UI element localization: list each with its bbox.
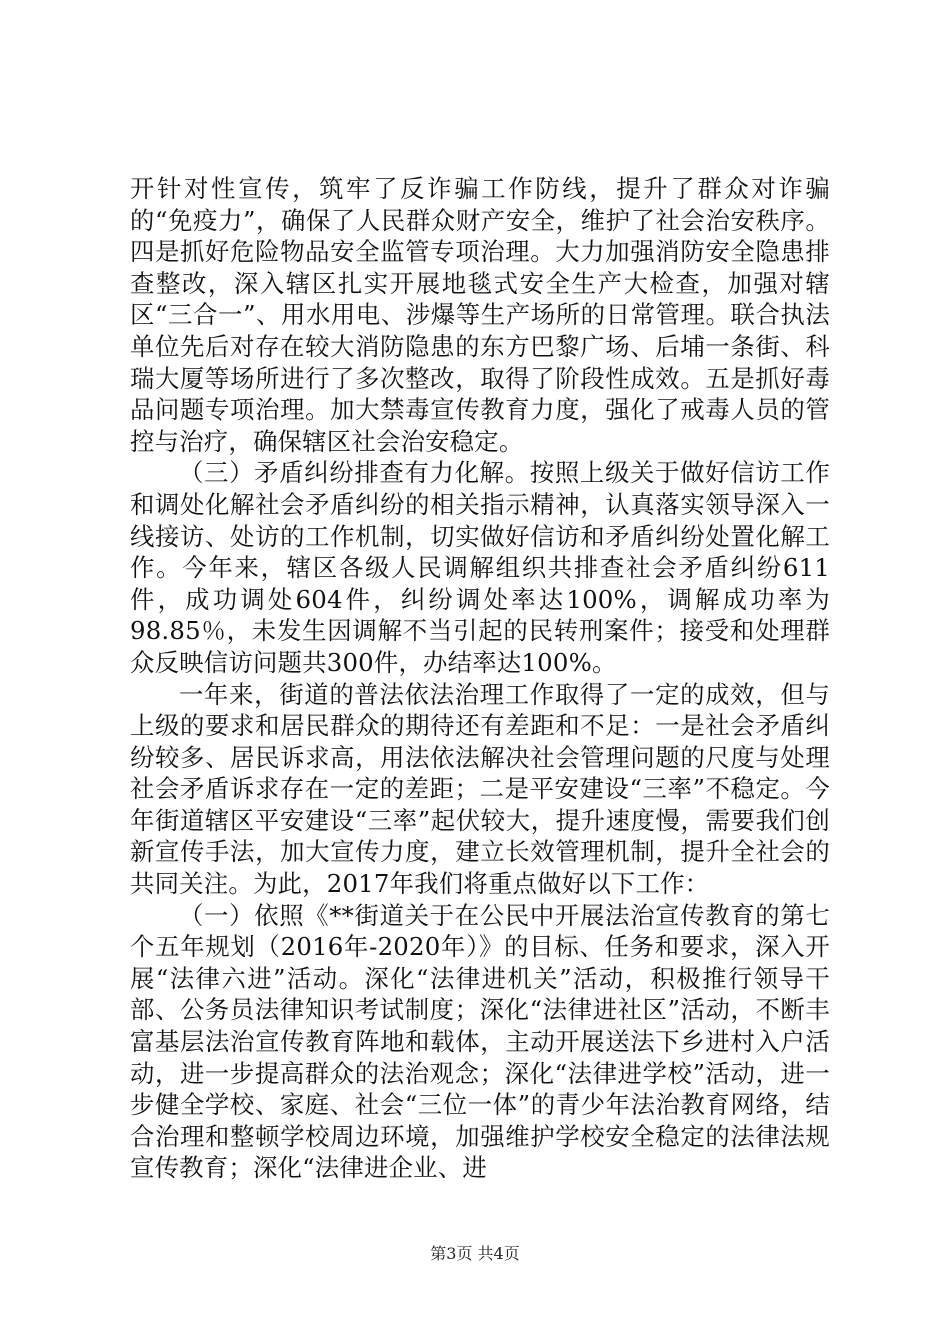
document-body bbox=[130, 173, 830, 1184]
paragraph-2: （三）矛盾纠纷排查有力化解。按照上级关于做好信访工作和调处化解社会矛盾纠纷的相关指示精神，认真落实领导深入一线接访、处访的工作机制，切实做好信访和矛盾纠纷处置化解工作。今年来，辖区各级人民调解组织共排查社会矛盾纠纷611件，成功调处604件，纠纷调处率达100%，调解成功率为98.85％，未发生因调解不当引起的民转刑案件；接受和处理群众反映信访问题共300件，办结率达100%。 bbox=[130, 458, 830, 677]
paragraph-3: 一年来，街道的普法依法治理工作取得了一定的成效，但与上级的要求和居民群众的期待还有差距和不足：一是社会矛盾纠纷较多、居民诉求高，用法依法解决社会管理问题的尺度与处理社会矛盾诉求存在一定的差距；二是平安建设“三率”不稳定。今年街道辖区平安建设“三率”起伏较大，提升速度慢，需要我们创新宣传手法，加大宣传力度，建立长效管理机制，提升全社会的共同关注。为此，2017年我们将重点做好以下工作： bbox=[130, 679, 830, 899]
page-number-footer: 第3页 共4页 bbox=[430, 1244, 520, 1263]
paragraph-4: （一）依照《**街道关于在公民中开展法治宣传教育的第七个五年规划（2016年-2020年）》的目标、任务和要求，深入开展“法律六进”活动。深化“法律进机关”活动，积极推行领导干部、公务员法律知识考试制度；深化“法律进社区”活动，不断丰富基层法治宣传教育阵地和载体，主动开展送法下乡进村入户活动，进一步提高群众的法治观念；深化“法律进学校”活动，进一步健全学校、家庭、社会“三位一体”的青少年法治教育网络，结合治理和整顿学校周边环境，加强维护学校安全稳定的法律法规宣传教育；深化“法律进企业、进 bbox=[130, 900, 830, 1183]
paragraph-1: 开针对性宣传，筑牢了反诈骗工作防线，提升了群众对诈骗的“免疫力”，确保了人民群众财产安全，维护了社会治安秩序。四是抓好危险物品安全监管专项治理。大力加强消防安全隐患排查整改，深入辖区扎实开展地毯式安全生产大检查，加强对辖区“三合一”、用水用电、涉爆等生产场所的日常管理。联合执法单位先后对存在较大消防隐患的东方巴黎广场、后埔一条街、科瑞大厦等场所进行了多次整改，取得了阶段性成效。五是抓好毒品问题专项治理。加大禁毒宣传教育力度，强化了戒毒人员的管控与治疗，确保辖区社会治安稳定。 bbox=[130, 174, 830, 456]
